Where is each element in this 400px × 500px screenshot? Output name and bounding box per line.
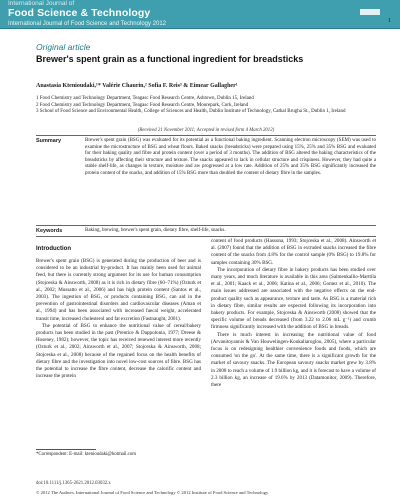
affiliation-1: 1 Food Chemistry and Technology Department, Teagasc Food Research Centre, Ashtown, Dublin 15, Ireland — [36, 96, 254, 101]
keywords-text: Baking, brewing, brewer's spent grain, dietary fibre, shelf-life, snacks. — [85, 228, 226, 233]
paragraph: The potential of BSG to enhance the nutritional value of cereal/bakery products has been studied in the past (Prentice & Dappolonia, 1977; Dreese & Hoseney, 1982); however, the topic has received renewed interest more recently (Ozturk et al., 2002; Ainsworth et al., 2007; Stojceska & Ainsworth, 2008; Stojceska et al., 2008) because of the regained focus on the health benefits of dietary fibre and the investigation into novel low-cost sources of fibre. BSG has the potential to increase the fibre content, decrease the calorific content and increase the protein — [36, 322, 201, 380]
affiliation-3: 3 School of Food Science and Environmental Health, College of Sciences and Health, Dublin Institute of Technology, Cathal Brugha St., Dublin 1, Ireland — [36, 109, 346, 114]
correspondent-footnote: *Correspondent: E-mail: ktenioudaki@hotmail.com — [36, 452, 136, 457]
journal-name-prefix: International Journal of — [8, 0, 75, 7]
summary-text: Brewer's spent grain (BSG) was evaluated for its potential as a functional baking ingredient. Scanning electron microscopy (SEM) was used to examine the microstructure of BSG and wheat flours. Baked snacks (breadsticks) were prepared using 15%, 25% and 35% BSG and evaluated for their baking quality and fibre and protein content (over a period of 3 months). The addition of BSG altered the baking characteristics of the breadsticks by affecting their structure and texture. The snacks appeared to lack in cellular structure and crispiness. However, they had quite a stable shelf-life, as changes in texture, moisture and aw progressed at a low rate. Addition of 25% and 35% BSG significantly increased the protein content of the snacks, and addition of 15% BSG more than doubled the content of dietary fibre in the samples. — [85, 138, 376, 176]
received-dates: (Received 21 November 2011; Accepted in revised form 4 March 2012) — [137, 128, 275, 133]
footnote-rule — [36, 449, 96, 450]
doi: doi:10.1111/j.1365-2621.2012.03032.x — [36, 481, 111, 486]
summary-label: Summary — [36, 138, 62, 144]
journal-header-bar — [0, 0, 400, 28]
keywords-rule — [36, 225, 376, 226]
introduction-heading: Introduction — [36, 246, 71, 252]
page-number: 1 — [388, 18, 391, 24]
affiliations — [36, 96, 376, 116]
left-column — [36, 258, 201, 380]
paragraph: There is much interest in increasing the nutritional value of food (Arvanitoyannis & Van Houwelingen-Koukaliaroglou, 2005), where a particular focus is on redesigning healthier convenience foods and foods, which are consumed 'on the go'. At the same time, there is a significant growth for the market of savoury snacks. The European savoury snacks market grew by 3.8% in 2008 to reach a volume of 1.9 billion kg, and it is forecast to have a volume of 2.3 billion kg, an increase of 19.6% by 2013 (Datamonitor, 2009). Therefore, there — [211, 331, 376, 389]
copyright: © 2012 The Authors. International Journal of Food Science and Technology © 2012 Institute of Food Science and Technology — [36, 490, 269, 495]
summary-top-rule — [36, 135, 376, 136]
publisher-logo — [360, 9, 380, 15]
journal-citation: International Journal of Food Science and Technology 2012 — [8, 21, 167, 27]
header-divider — [0, 28, 400, 29]
paragraph: Brewer's spent grain (BSG) is generated during the production of beer and is considered to be an industrial by-product. It has mainly been used for animal feed, but there is currently strong argument for its use for human consumption (Stojceska & Ainsworth, 2008) as it is rich in dietary fibre (60–71%) (Ozturk et al., 2002; Mussatto et al., 2006) and has high protein content (Santos et al., 2003). The ingestion of BSG, or products containing BSG, can aid in the prevention of gastrointestinal disorders and cardiovascular diseases (Aman et al., 1994) and has been associated with increased faecal weight, accelerated transit time, increased cholesterol and fat excretion (Fastnaught, 2001). — [36, 258, 201, 322]
author-list: Anastasia Ktenioudaki,¹* Valérie Chaurin,² Sofia F. Reis³ & Eimear Gallagher¹ — [36, 83, 238, 89]
journal-name: Food Science & Technology — [8, 7, 151, 19]
affiliation-2: 2 Food Chemistry and Technology Department, Teagasc Food Research Centre, Moorepark, Cork, Ireland — [36, 102, 249, 108]
keywords-label: Keywords — [36, 228, 63, 234]
paragraph: The incorporation of dietary fibre in bakery products has been studied over many years, and much literature is available in this area (Salmenkallio-Marttila et al., 2001; Kaack et al., 2006; Katina et al., 2006; Gomez et al., 2010). The main issues addressed are associated with the negative effects on the end-product quality such as appearance, texture and taste. As BSG is a material rich in dietary fibre, similar results are expected following its incorporation into bakery products. For example, Stojceska & Ainsworth (2008) showed that the specific volume of breads decreased (from 3.22 to 2.06 mL g⁻¹) and crumb firmness significantly increased with the addition of BSG in breads. — [211, 266, 376, 331]
article-type: Original article — [36, 42, 91, 52]
keywords-bottom-rule — [36, 236, 376, 237]
article-title: Brewer's spent grain as a functional ingredient for breadsticks — [36, 54, 304, 64]
right-column — [211, 238, 376, 389]
paragraph: content of food products (Hassona, 1993; Stojceska et al., 2008). Ainsworth et al. (2007) found that the addition of BSG in extruded snacks increased the fibre content of the snacks from 4.8% for the control sample (0% BSG) to 19.8% for samples containing 30% BSG. — [211, 238, 376, 266]
